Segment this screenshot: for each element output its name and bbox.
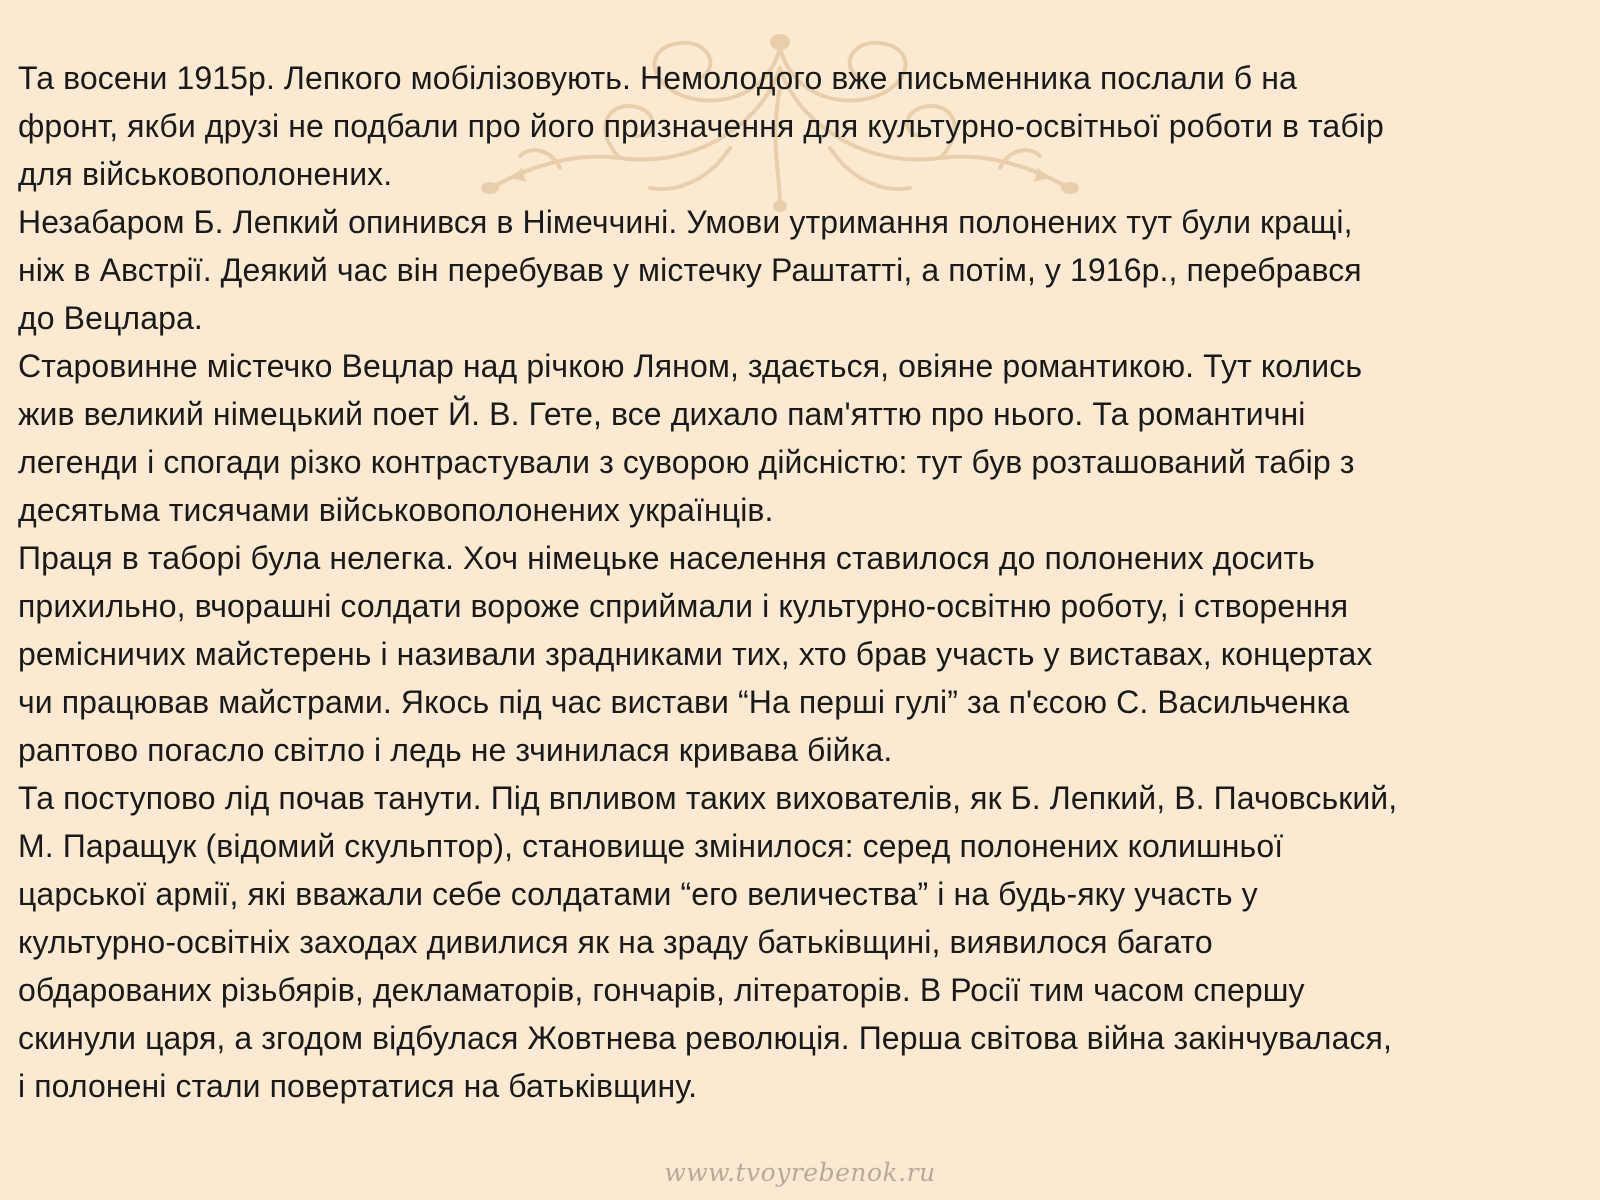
paragraph-2 xyxy=(18,198,1578,342)
text-line: культурно-освітніх заходах дивилися як на зраду батьківщині, виявилося багато xyxy=(18,924,1213,960)
text-line: ремісничих майстерень і називали зрадниками тих, хто брав участь у виставах, концертах xyxy=(18,636,1373,672)
text-line: раптово погасло світло і ледь не зчинилася кривава бійка. xyxy=(18,732,893,768)
text-line: обдарованих різьбярів, декламаторів, гончарів, літераторів. В Росії тим часом спершу xyxy=(18,972,1305,1008)
text-line: жив великий німецький поет Й. В. Гете, все дихало пам'яттю про нього. Та романтичні xyxy=(18,396,1306,432)
paragraph-4 xyxy=(18,534,1578,774)
text-line: і полонені стали повертатися на батьківщину. xyxy=(18,1068,698,1104)
text-line: десятьма тисячами військовополонених українців. xyxy=(18,492,774,528)
text-line: Незабаром Б. Лепкий опинився в Німеччині. Умови утримання полонених тут були кращі, xyxy=(18,204,1353,240)
text-line: М. Паращук (відомий скульптор), становище змінилося: серед полонених колишньої xyxy=(18,828,1284,864)
text-line: для військовополонених. xyxy=(18,156,393,192)
text-line: прихильно, вчорашні солдати вороже сприймали і культурно-освітню роботу, і створення xyxy=(18,588,1349,624)
watermark: www.tvoyrebenok.ru xyxy=(664,1158,936,1187)
text-line: Та поступово лід почав танути. Під впливом таких вихователів, як Б. Лепкий, В. Пачовський, xyxy=(18,780,1398,816)
text-line: фронт, якби друзі не подбали про його призначення для культурно-освітньої роботи в табір xyxy=(18,108,1384,144)
text-line: Та восени 1915р. Лепкого мобілізовують. Немолодого вже письменника послали б на xyxy=(18,60,1297,96)
paragraph-1 xyxy=(18,54,1578,198)
text-line: Старовинне містечко Вецлар над річкою Ляном, здається, овіяне романтикою. Тут колись xyxy=(18,348,1363,384)
text-line: легенди і спогади різко контрастували з суворою дійсністю: тут був розташований табір з xyxy=(18,444,1355,480)
text-line: царської армії, які вважали себе солдатами “его величества” і на будь-яку участь у xyxy=(18,876,1258,912)
text-line: до Вецлара. xyxy=(18,300,203,336)
article-body xyxy=(18,54,1578,1110)
text-line: скинули царя, а згодом відбулася Жовтнева революція. Перша світова війна закінчувалася, xyxy=(18,1020,1392,1056)
paragraph-5 xyxy=(18,774,1578,1110)
paragraph-3 xyxy=(18,342,1578,534)
text-line: ніж в Австрії. Деякий час він перебував у містечку Раштатті, а потім, у 1916р., перебрався xyxy=(18,252,1362,288)
text-line: Праця в таборі була нелегка. Хоч німецьке населення ставилося до полонених досить xyxy=(18,540,1315,576)
text-line: чи працював майстрами. Якось під час вистави “На перші гулі” за п'єсою С. Васильченка xyxy=(18,684,1350,720)
